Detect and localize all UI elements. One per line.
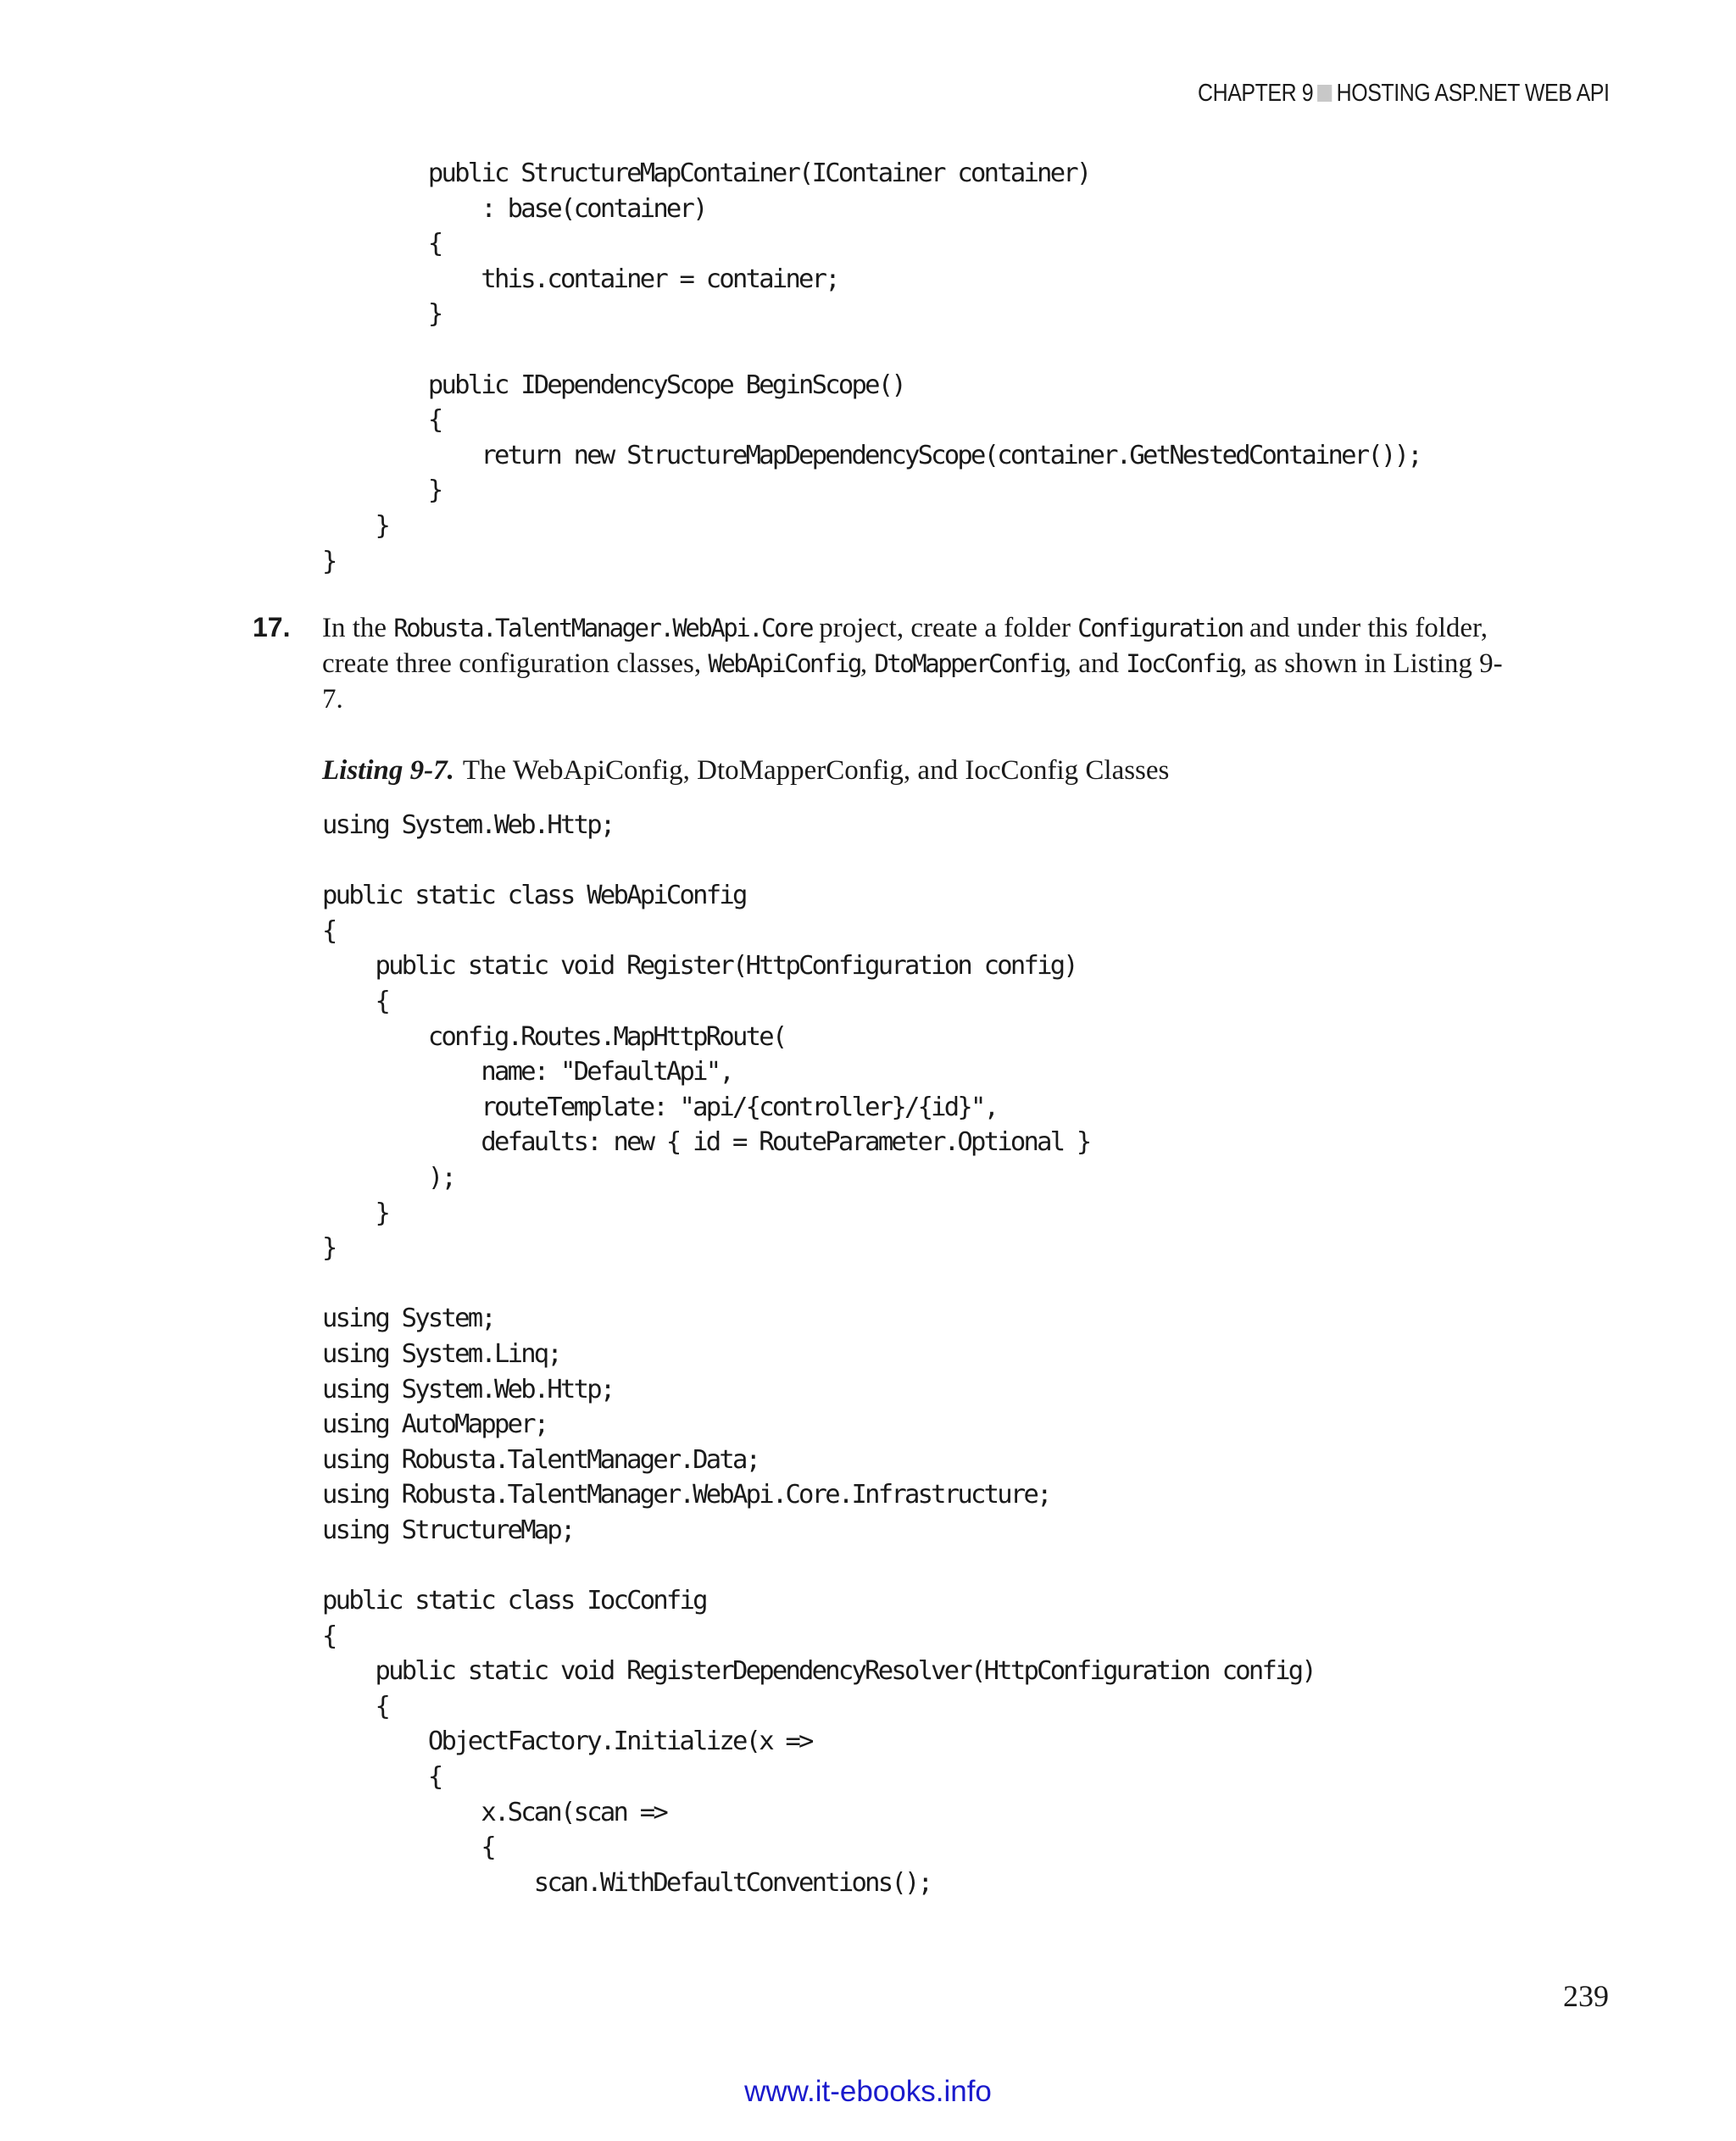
step-text: In the <box>322 613 394 643</box>
step-text: and under this folder, create three configuration classes, <box>322 613 1488 679</box>
footer-link[interactable]: www.it-ebooks.info <box>744 2075 992 2108</box>
code-block-listing: using System.Web.Http; public static class WebApiConfig { public static void Register(HttpConfiguration config) { config.Routes.MapHttpRoute( name: "DefaultApi", routeTemplate: "api/{controller}/{id}", defaults: new { id = RouteParameter.Optional } ); } } using System; using System.Linq; using System.Web.Http; using AutoMapper; using Robusta.TalentManager.Data; using Robusta.TalentManager.WebApi.Core.Infrastructure; using StructureMap; public static class IocConfig { public static void RegisterDependencyResolver(HttpConfiguration config) { ObjectFactory.Initialize(x => { x.Scan(scan => { scan.WithDefaultConventions(); <box>322 810 1315 1898</box>
header-separator <box>1317 85 1332 102</box>
page-number: 239 <box>1563 1979 1609 2013</box>
step-number: 17. <box>253 612 291 642</box>
listing-caption <box>322 755 1169 787</box>
step-paragraph <box>322 610 1509 717</box>
step-text: , <box>860 648 875 679</box>
listing-label: Listing 9-7. <box>322 755 454 786</box>
inline-code: WebApiConfig <box>708 649 860 678</box>
chapter-title: HOSTING ASP.NET WEB API <box>1336 80 1609 107</box>
listing-title: The WebApiConfig, DtoMapperConfig, and IocConfig Classes <box>462 755 1170 786</box>
chapter-label: CHAPTER 9 <box>1197 80 1313 107</box>
step-text: , and <box>1064 648 1127 679</box>
inline-code: Configuration <box>1077 614 1243 642</box>
inline-code: IocConfig <box>1126 649 1240 678</box>
step-text: , as shown in Listing 9-7. <box>322 648 1503 715</box>
running-header <box>1198 80 1609 108</box>
inline-code: Robusta.TalentManager.WebApi.Core <box>393 614 812 642</box>
inline-code: DtoMapperConfig <box>874 649 1065 678</box>
code-block-top: public StructureMapContainer(IContainer container) : base(container) { this.container = container; } public IDependencyScope BeginScope() { return new StructureMapDependencyScope(container.GetNestedContainer()); } } } <box>322 158 1421 576</box>
step-text: project, create a folder <box>811 613 1078 643</box>
